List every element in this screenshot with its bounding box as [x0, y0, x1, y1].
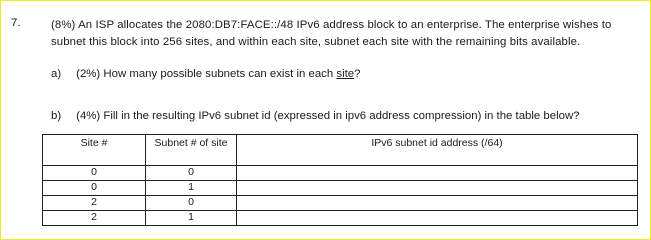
- table-header-row: [43, 135, 638, 166]
- cell-site: 2: [43, 196, 146, 211]
- cell-subnet: 0: [146, 196, 237, 211]
- part-a: [51, 68, 360, 80]
- part-a-underlined-word: site: [336, 68, 355, 80]
- cell-address[interactable]: [237, 181, 638, 196]
- cell-site: 0: [43, 166, 146, 181]
- cell-address[interactable]: [237, 211, 638, 226]
- part-b: [51, 110, 580, 122]
- header-subnet: Subnet # of site: [146, 135, 237, 166]
- cell-subnet: 0: [146, 166, 237, 181]
- cell-site: 0: [43, 181, 146, 196]
- table-row: [43, 181, 638, 196]
- cell-site: 2: [43, 211, 146, 226]
- table-row: [43, 166, 638, 181]
- header-address: IPv6 subnet id address (/64): [237, 135, 638, 166]
- part-b-label: b): [51, 110, 62, 122]
- table-row: [43, 211, 638, 226]
- table-row: [43, 196, 638, 211]
- cell-subnet: 1: [146, 211, 237, 226]
- question-intro: (8%) An ISP allocates the 2080:DB7:FACE::/48 IPv6 address block to an enterprise. The enterprise wishes to subnet this block into 256 sites, and within each site, subnet each site with the remaining bits available.: [51, 19, 612, 48]
- part-a-label: a): [51, 68, 62, 80]
- cell-subnet: 1: [146, 181, 237, 196]
- cell-address[interactable]: [237, 196, 638, 211]
- subnet-table: [42, 134, 638, 226]
- part-b-text: (4%) Fill in the resulting IPv6 subnet id (expressed in ipv6 address compression) in the table below?: [76, 110, 580, 122]
- cell-address[interactable]: [237, 166, 638, 181]
- part-a-question-mark: ?: [354, 68, 361, 80]
- question-number: 7.: [11, 17, 21, 29]
- part-a-text: (2%) How many possible subnets can exist in each: [76, 68, 337, 80]
- header-site: Site #: [43, 135, 146, 166]
